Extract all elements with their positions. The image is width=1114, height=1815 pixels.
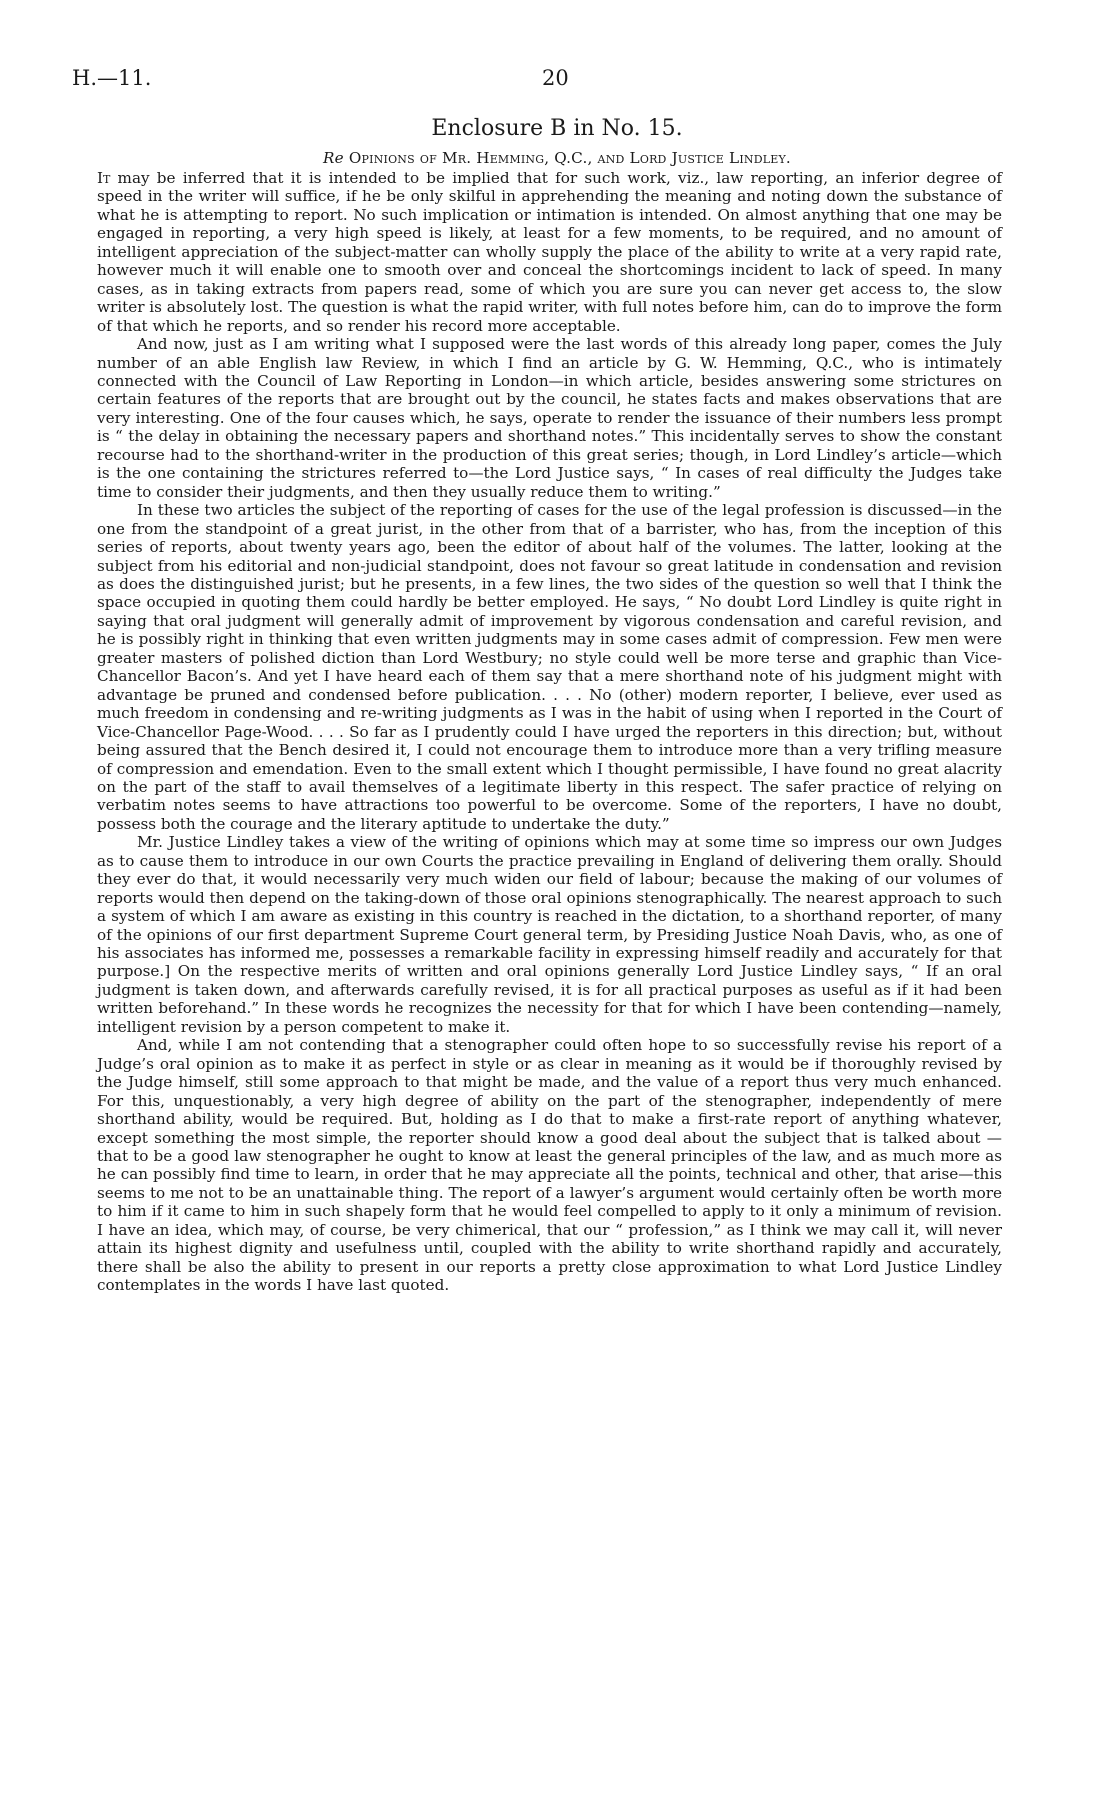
enclosure-subtitle xyxy=(0,149,1114,167)
page-number: 20 xyxy=(542,66,569,90)
paragraph-1 xyxy=(97,169,1002,335)
body-text xyxy=(97,169,1002,1295)
paragraph-3: In these two articles the subject of the reporting of cases for the use of the legal profession is discussed—in the one from the standpoint of a great jurist, in the other from that of a barrister, who has, from the inception of this series of reports, about twenty years ago, been the editor of about half of the volumes. The latter, looking at the subject from his editorial and non-judicial standpoint, does not favour so great latitude in condensation and revision as does the distinguished jurist; but he presents, in a few lines, the two sides of the question so well that I think the space occupied in quoting them could hardly be better employed. He says, “ No doubt Lord Lindley is quite right in saying that oral judgment will generally admit of improvement by vigorous condensation and careful revision, and he is possibly right in thinking that even written judgments may in some cases admit of compression. Few men were greater masters of polished diction than Lord Westbury; no style could well be more terse and graphic than Vice-Chancellor Bacon’s. And yet I have heard each of them say that a mere shorthand note of his judgment might with advantage be pruned and condensed before publication. . . . No (other) modern reporter, I believe, ever used as much freedom in condensing and re-writing judgments as I was in the habit of using when I reported in the Court of Vice-Chancellor Page-Wood. . . . So far as I prudently could I have urged the reporters in this direction; but, without being assured that the Bench desired it, I could not encourage them to introduce more than a very trifling measure of compression and emendation. Even to the small extent which I thought permissible, I have found no great alacrity on the part of the staff to avail themselves of a legitimate liberty in this respect. The safer practice of relying on verbatim notes seems to have attractions too powerful to be overcome. Some of the reporters, I have no doubt, possess both the courage and the literary aptitude to undertake the duty.” xyxy=(97,501,1002,833)
document-reference: H.—11. xyxy=(72,66,152,90)
paragraph-5: And, while I am not contending that a stenographer could often hope to so successfully revise his report of a Judge’s oral opinion as to make it as perfect in style or as clear in meaning as it would be if thoroughly revised by the Judge himself, still some approach to that might be made, and the value of a report thus very much enhanced. For this, unquestionably, a very high degree of ability on the part of the stenographer, independently of mere shorthand ability, would be required. But, holding as I do that to make a first-rate report of anything whatever, except something the most simple, the reporter should know a good deal about the subject that is talked about —that to be a good law stenographer he ought to know at least the general principles of the law, and as much more as he can possibly find time to learn, in order that he may appreciate all the points, technical and other, that arise—this seems to me not to be an unattainable thing. The report of a lawyer’s argument would certainly often be worth more to him if it came to him in such shapely form that he would feel compelled to apply to it only a minimum of revision. I have an idea, which may, of course, be very chimerical, that our “ profession,” as I think we may call it, will never attain its highest dignity and usefulness until, coupled with the ability to write shorthand rapidly and accurately, there shall be also the ability to present in our reports a pretty close approximation to what Lord Justice Lindley contemplates in the words I have last quoted. xyxy=(97,1036,1002,1295)
subtitle-re: Re xyxy=(323,149,344,167)
paragraph-4: Mr. Justice Lindley takes a view of the writing of opinions which may at some time so impress our own Judges as to cause them to introduce in our own Courts the practice prevailing in England of delivering them orally. Should they ever do that, it would necessarily very much widen our field of labour; because the making of our volumes of reports would then depend on the taking-down of those oral opinions stenographically. The nearest approach to such a system of which I am aware as existing in this country is reached in the dictation, to a shorthand reporter, of many of the opinions of our first department Supreme Court general term, by Presiding Justice Noah Davis, who, as one of his associates has informed me, possesses a remarkable facility in expressing himself readily and accurately for that purpose.] On the respective merits of written and oral opinions generally Lord Justice Lindley says, “ If an oral judgment is taken down, and afterwards carefully revised, it is for all practical purposes as useful as if it had been written beforehand.” In these words he recognizes the necessity for that for which I have been contending—namely, intelligent revision by a person competent to make it. xyxy=(97,833,1002,1036)
paragraph-1-text: may be inferred that it is intended to be implied that for such work, viz., law reporting, an inferior degree of speed in the writer will suffice, if he be only skilful in apprehending the meaning and noting down the substance of what he is attempting to report. No such implication or intimation is intended. On almost anything that one may be engaged in reporting, a very high speed is likely, at least for a few moments, to be required, and no amount of intelligent appreciation of the subject-matter can wholly supply the place of the ability to write at a very rapid rate, however much it will enable one to smooth over and conceal the shortcomings incident to lack of speed. In many cases, as in taking extracts from papers read, some of which you are sure you can never get access to, the slow writer is absolutely lost. The question is what the rapid writer, with full notes before him, can do to improve the form of that which he reports, and so render his record more acceptable. xyxy=(97,169,1002,335)
paragraph-1-lead: It xyxy=(97,169,111,187)
subtitle-text: Opinions of Mr. Hemming, Q.C., and Lord Justice Lindley. xyxy=(348,149,791,167)
paragraph-2: And now, just as I am writing what I supposed were the last words of this already long paper, comes the July number of an able English law Review, in which I find an article by G. W. Hemming, Q.C., who is intimately connected with the Council of Law Reporting in London—in which article, besides answering some strictures on certain features of the reports that are brought out by the council, he states facts and makes observations that are very interesting. One of the four causes which, he says, operate to render the issuance of their numbers less prompt is “ the delay in obtaining the necessary papers and shorthand notes.” This incidentally serves to show the constant recourse had to the shorthand-writer in the production of this great series; though, in Lord Lindley’s article—which is the one containing the strictures referred to—the Lord Justice says, “ In cases of real difficulty the Judges take time to consider their judgments, and then they usually reduce them to writing.” xyxy=(97,335,1002,501)
enclosure-title: Enclosure B in No. 15. xyxy=(431,116,683,141)
